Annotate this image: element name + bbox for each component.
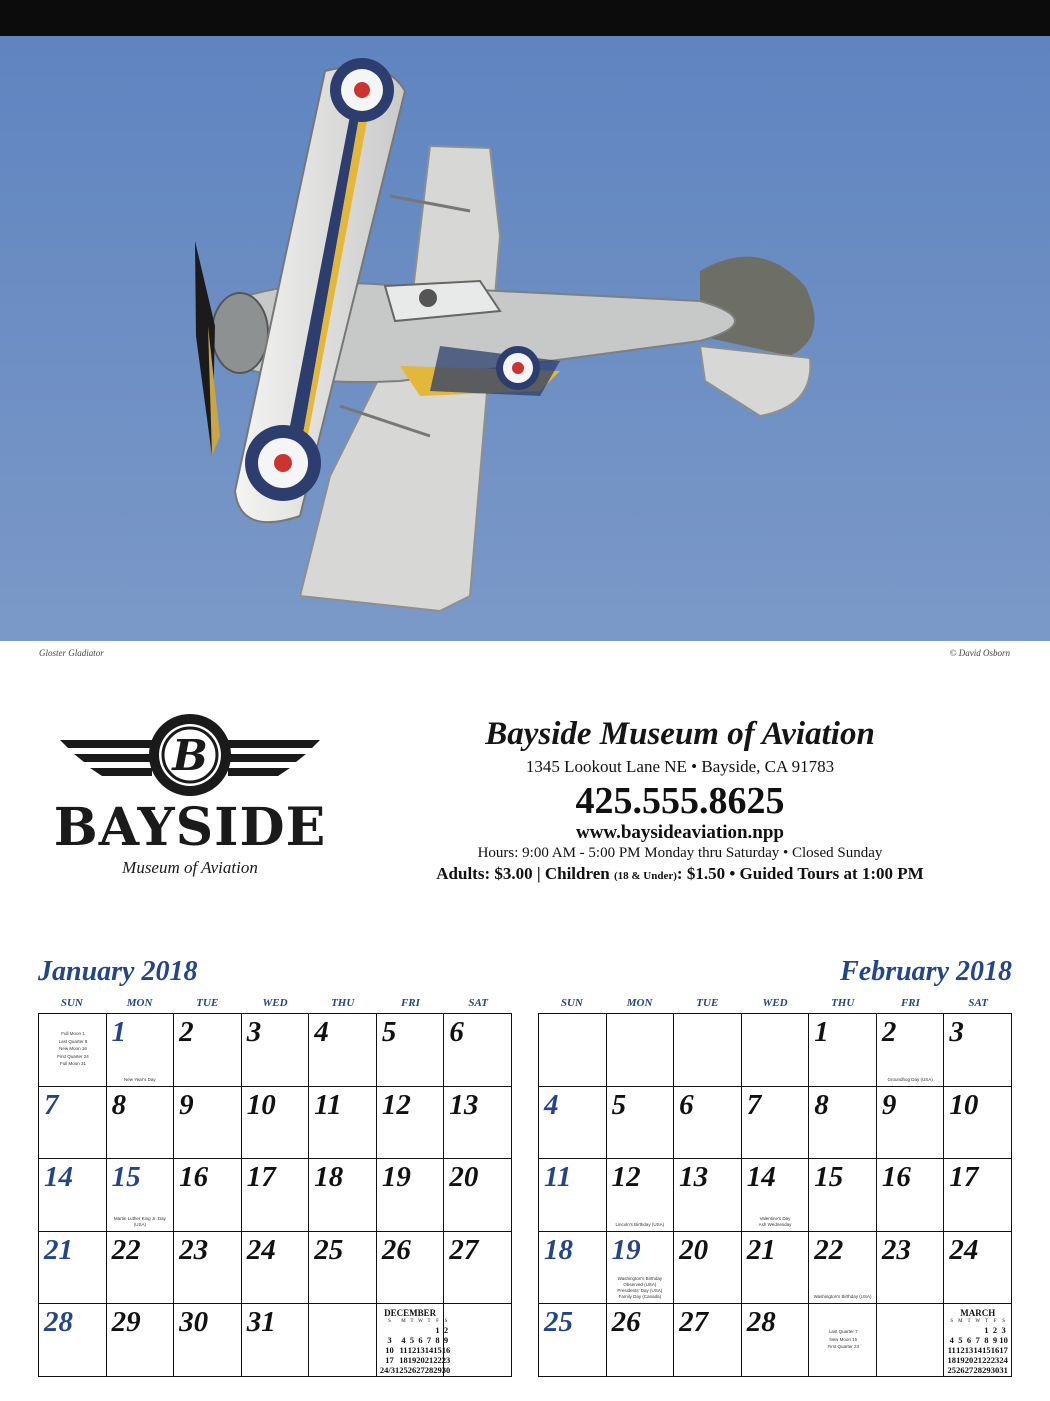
- mini-day: 28: [424, 1365, 434, 1376]
- day-cell-25: [309, 1232, 377, 1305]
- mini-weekday: F: [436, 1319, 439, 1325]
- moon-phases: Full Moon 1 Last Quarter 8 New Moon 16 First Quarter 24 Full Moon 31: [57, 1031, 89, 1066]
- top-border: [0, 0, 1050, 36]
- day-number: 4: [544, 1088, 559, 1121]
- weekday-thu: THU: [831, 997, 855, 1009]
- day-cell-7: [39, 1087, 107, 1160]
- prices-age-note: (18 & Under): [613, 870, 677, 882]
- mini-day: 1: [984, 1325, 989, 1336]
- weekday-mon: MON: [126, 997, 153, 1009]
- mini-calendar: [947, 1308, 1008, 1375]
- calendar-february: [538, 955, 1012, 1377]
- mini-day: 31: [999, 1365, 1008, 1376]
- mini-day: 16: [990, 1345, 1000, 1356]
- bayside-logo: [40, 712, 340, 882]
- day-number: 8: [111, 1088, 127, 1121]
- weekday-wed: WED: [762, 997, 788, 1009]
- mini-calendar: [379, 1308, 451, 1376]
- day-cell-21: [39, 1232, 107, 1305]
- mini-weekday: S: [1002, 1319, 1006, 1325]
- day-cell-17: [242, 1159, 310, 1232]
- mini-day: 8: [435, 1335, 440, 1346]
- logo-wordmark: BAYSIDE: [53, 797, 327, 858]
- mini-day: [416, 1325, 425, 1335]
- day-cell-8: [107, 1087, 175, 1160]
- day-number: 1: [111, 1016, 127, 1048]
- photo-credit: © David Osborn: [949, 648, 1010, 658]
- day-number: 17: [246, 1161, 276, 1194]
- day-number: 17: [949, 1161, 979, 1194]
- mini-day: 16: [441, 1345, 451, 1356]
- day-cell-16: [174, 1159, 242, 1232]
- day-number: 16: [179, 1161, 209, 1194]
- calendar-title: February 2018: [840, 956, 1012, 987]
- day-number: 13: [449, 1088, 479, 1121]
- mini-day: 18: [947, 1355, 956, 1366]
- day-cell-18: [539, 1232, 607, 1305]
- day-cell-23: [877, 1232, 945, 1305]
- moon-phases: Last Quarter 7 New Moon 15 First Quarter 23: [827, 1329, 860, 1350]
- day-number: 12: [611, 1161, 641, 1194]
- holiday-note: Washington's Birthday Observed (USA) Presidents' Day (USA) Family Day (Canada): [617, 1276, 663, 1300]
- mini-weekday: S: [388, 1319, 391, 1325]
- day-cell-30: [174, 1304, 242, 1377]
- day-number: 19: [611, 1233, 641, 1266]
- day-cell-21: [742, 1232, 810, 1305]
- mini-day: 5: [409, 1335, 415, 1346]
- mini-day: 12: [407, 1345, 417, 1356]
- day-cell-24: [242, 1232, 310, 1305]
- mini-day: 2: [992, 1325, 998, 1336]
- day-number: 28: [746, 1306, 776, 1339]
- day-cell-20: [674, 1232, 742, 1305]
- day-number: 24: [949, 1233, 979, 1266]
- day-number: 8: [814, 1088, 829, 1121]
- museum-prices: [360, 863, 1000, 887]
- day-cell-10: [242, 1087, 310, 1160]
- day-number: 5: [611, 1088, 627, 1121]
- mini-day: 19: [956, 1355, 965, 1366]
- day-number: 22: [111, 1233, 141, 1266]
- day-number: 24: [246, 1233, 276, 1266]
- day-number: 14: [44, 1161, 73, 1194]
- holiday-note: Lincoln's Birthday (USA): [615, 1221, 665, 1227]
- day-cell-28: [39, 1304, 107, 1377]
- mini-day: 4: [401, 1335, 406, 1346]
- weekday-fri: FRI: [400, 997, 420, 1009]
- winged-emblem-icon: [40, 712, 340, 802]
- mini-day: 25: [399, 1365, 408, 1376]
- calendar-title: January 2018: [38, 956, 198, 987]
- mini-day: 18: [399, 1355, 408, 1366]
- mini-day: 14: [424, 1345, 434, 1356]
- day-cell-1: [809, 1014, 877, 1087]
- day-cell-9: [877, 1087, 945, 1160]
- mini-day: 19: [407, 1355, 417, 1366]
- day-cell-15: [809, 1159, 877, 1232]
- day-cell-12: [377, 1087, 445, 1160]
- day-cell: [441, 1304, 512, 1377]
- day-cell-14: [742, 1159, 810, 1232]
- weekday-fri: FRI: [900, 997, 920, 1009]
- photo-caption: Gloster Gladiator: [39, 648, 104, 658]
- mini-calendar-grid: [947, 1318, 1008, 1375]
- mini-day: [973, 1325, 982, 1335]
- day-cell-9: [174, 1087, 242, 1160]
- day-cell-27: [674, 1304, 742, 1377]
- day-cell-20: [444, 1159, 512, 1232]
- day-number: 19: [381, 1161, 411, 1194]
- mini-weekday: S: [444, 1319, 448, 1325]
- day-cell-19: [607, 1232, 675, 1305]
- mini-weekday: W: [418, 1319, 423, 1325]
- day-cell-7: [742, 1087, 810, 1160]
- mini-day: 30: [990, 1365, 1000, 1376]
- day-number: 11: [314, 1088, 342, 1121]
- mini-day: 9: [443, 1335, 449, 1346]
- mini-day: 26: [956, 1365, 965, 1376]
- mini-day: 17: [999, 1345, 1008, 1356]
- mini-day: 9: [992, 1335, 998, 1346]
- day-cell-14: [39, 1159, 107, 1232]
- mini-day: 13: [416, 1345, 425, 1356]
- day-cell-22: [107, 1232, 175, 1305]
- mini-day: 15: [982, 1345, 991, 1356]
- holiday-note: Washington's Birthday (USA): [813, 1294, 872, 1300]
- day-number: 21: [746, 1233, 776, 1266]
- mini-day: 17: [385, 1355, 394, 1366]
- day-number: 31: [246, 1306, 276, 1339]
- day-number: 23: [881, 1233, 911, 1266]
- mini-day: 3: [1001, 1325, 1006, 1336]
- mini-day: 23: [441, 1355, 451, 1366]
- mini-day: 22: [982, 1355, 991, 1366]
- day-cell-2: [877, 1014, 945, 1087]
- mini-day: 25: [947, 1365, 956, 1376]
- holiday-note: Martin Luther King Jr. Day (USA): [113, 1215, 166, 1227]
- day-number: 2: [881, 1016, 897, 1048]
- holiday-note: New Year's Day: [124, 1076, 156, 1082]
- mini-day: 28: [973, 1365, 982, 1376]
- mini-day: 11: [399, 1345, 408, 1356]
- mini-day: 21: [973, 1355, 982, 1366]
- day-number: 30: [179, 1306, 209, 1339]
- day-cell-27: [444, 1232, 512, 1305]
- weekday-header: [38, 993, 512, 1013]
- day-cell-6: [444, 1014, 512, 1087]
- weekday-sun: SUN: [60, 997, 83, 1009]
- day-cell-5: [377, 1014, 445, 1087]
- mini-day: [956, 1325, 965, 1335]
- weekday-tue: TUE: [696, 997, 719, 1009]
- weekday-wed: WED: [262, 997, 288, 1009]
- day-cell-1: [107, 1014, 175, 1087]
- mini-day: 14: [973, 1345, 982, 1356]
- day-cell-31: [242, 1304, 310, 1377]
- mini-day: 6: [418, 1335, 423, 1346]
- weekday-sat: SAT: [968, 997, 988, 1009]
- mini-weekday: T: [410, 1319, 414, 1325]
- day-number: 25: [314, 1233, 344, 1266]
- mini-day: 21: [424, 1355, 434, 1366]
- museum-info: [360, 712, 1000, 887]
- day-number: 15: [111, 1161, 141, 1194]
- day-number: 27: [679, 1306, 709, 1339]
- day-cell-8: [809, 1087, 877, 1160]
- day-number: 26: [611, 1306, 641, 1339]
- day-number: 29: [111, 1306, 141, 1339]
- mini-day: 24/31: [379, 1365, 400, 1376]
- day-cell-2: [174, 1014, 242, 1087]
- mini-day: 29: [982, 1365, 991, 1376]
- day-cell: [877, 1304, 945, 1377]
- museum-hours: Hours: 9:00 AM - 5:00 PM Monday thru Saturday • Closed Sunday: [477, 845, 883, 861]
- day-number: 12: [381, 1088, 411, 1121]
- day-number: 1: [814, 1016, 829, 1048]
- day-cell-4: [309, 1014, 377, 1087]
- day-cell: [539, 1014, 607, 1087]
- day-number: 15: [814, 1161, 844, 1194]
- day-cell: [809, 1304, 877, 1377]
- mini-weekday: T: [984, 1319, 988, 1325]
- day-cell-16: [877, 1159, 945, 1232]
- mini-day: 27: [416, 1365, 425, 1376]
- logo-initial: B: [172, 731, 208, 780]
- mini-weekday: M: [958, 1319, 963, 1325]
- day-cell-26: [607, 1304, 675, 1377]
- day-number: 2: [179, 1016, 194, 1048]
- day-number: 9: [881, 1088, 897, 1121]
- museum-name: Bayside Museum of Aviation: [485, 716, 875, 752]
- mini-day: 10: [999, 1335, 1008, 1346]
- day-cell: [742, 1014, 810, 1087]
- day-number: 7: [44, 1088, 59, 1121]
- day-cell-26: [377, 1232, 445, 1305]
- museum-address: 1345 Lookout Lane NE • Bayside, CA 91783: [525, 757, 835, 776]
- day-number: 18: [544, 1233, 573, 1266]
- day-cell-15: [107, 1159, 175, 1232]
- day-number: 27: [449, 1233, 479, 1266]
- day-cell-4: [539, 1087, 607, 1160]
- day-cell-13: [674, 1159, 742, 1232]
- mini-day: 5: [958, 1335, 963, 1346]
- day-cell-25: [539, 1304, 607, 1377]
- day-cell-5: [607, 1087, 675, 1160]
- day-cell-29: [107, 1304, 175, 1377]
- day-cell-28: [742, 1304, 810, 1377]
- day-cell-3: [944, 1014, 1012, 1087]
- day-number: 25: [544, 1306, 573, 1339]
- day-cell-3: [242, 1014, 310, 1087]
- mini-day: [425, 1325, 434, 1335]
- day-number: 3: [246, 1016, 262, 1048]
- mini-day: 10: [385, 1345, 394, 1356]
- day-number: 14: [746, 1161, 776, 1194]
- day-cell: [944, 1304, 1012, 1377]
- mini-day: 23: [990, 1355, 1000, 1366]
- day-cell-23: [174, 1232, 242, 1305]
- mini-day: 15: [433, 1345, 442, 1356]
- day-number: 21: [44, 1233, 73, 1266]
- mini-day: 8: [984, 1335, 989, 1346]
- day-number: 18: [314, 1161, 344, 1194]
- mini-day: 26: [407, 1365, 417, 1376]
- mini-day: 11: [947, 1345, 956, 1356]
- prices-children: : $1.50 • Guided Tours at 1:00 PM: [676, 864, 924, 883]
- day-number: 26: [381, 1233, 411, 1266]
- holiday-note: Valentine's Day Ash Wednesday: [758, 1215, 792, 1227]
- day-number: 6: [679, 1088, 694, 1121]
- mini-day: 2: [443, 1325, 449, 1336]
- day-cell-24: [944, 1232, 1012, 1305]
- day-cell-19: [377, 1159, 445, 1232]
- day-cell: [607, 1014, 675, 1087]
- mini-day: 3: [387, 1335, 392, 1346]
- mini-weekday: T: [427, 1319, 431, 1325]
- mini-day: 7: [975, 1335, 980, 1346]
- mini-day: [947, 1325, 956, 1335]
- day-cell-11: [309, 1087, 377, 1160]
- day-cell-10: [944, 1087, 1012, 1160]
- mini-weekday: M: [401, 1319, 406, 1325]
- mini-day: 29: [433, 1365, 442, 1376]
- mini-day: [380, 1325, 399, 1335]
- biplane-illustration: [0, 36, 1050, 641]
- mini-weekday: T: [967, 1319, 971, 1325]
- mini-calendar-grid: [379, 1318, 451, 1376]
- day-number: 10: [246, 1088, 276, 1121]
- mini-day: [965, 1325, 974, 1335]
- day-cell-17: [944, 1159, 1012, 1232]
- calendar-january: [38, 955, 512, 1377]
- mini-day: 6: [966, 1335, 972, 1346]
- mini-day: 30: [441, 1365, 451, 1376]
- weekday-thu: THU: [331, 997, 355, 1009]
- weekday-mon: MON: [626, 997, 653, 1009]
- day-cell: [39, 1014, 107, 1087]
- mini-day: 13: [964, 1345, 974, 1356]
- calendar-grid: [38, 1013, 512, 1377]
- day-number: 11: [544, 1161, 572, 1194]
- mini-weekday: W: [975, 1319, 981, 1325]
- mini-day: 1: [435, 1325, 440, 1336]
- mini-day: 7: [426, 1335, 432, 1346]
- weekday-tue: TUE: [196, 997, 219, 1009]
- day-cell-22: [809, 1232, 877, 1305]
- mini-day: 4: [949, 1335, 954, 1346]
- mini-day: 20: [964, 1355, 974, 1366]
- day-number: 9: [179, 1088, 194, 1121]
- mini-day: 24: [999, 1355, 1008, 1366]
- mini-day: [408, 1325, 417, 1335]
- day-number: 22: [814, 1233, 844, 1266]
- mini-day: 27: [964, 1365, 974, 1376]
- day-cell-11: [539, 1159, 607, 1232]
- day-number: 13: [679, 1161, 709, 1194]
- day-cell-6: [674, 1087, 742, 1160]
- day-number: 20: [449, 1161, 479, 1194]
- mini-calendar-title: DECEMBER: [384, 1308, 437, 1319]
- day-cell-18: [309, 1159, 377, 1232]
- day-cell: [377, 1304, 451, 1377]
- weekday-header: [538, 993, 1012, 1013]
- day-cell-12: [607, 1159, 675, 1232]
- day-number: 20: [679, 1233, 709, 1266]
- day-cell: [309, 1304, 377, 1377]
- holiday-note: Groundhog Day (USA): [887, 1076, 933, 1082]
- calendar-grid: [538, 1013, 1012, 1377]
- mini-day: [399, 1325, 408, 1335]
- weekday-sat: SAT: [468, 997, 488, 1009]
- day-number: 28: [44, 1306, 73, 1339]
- mini-weekday: F: [993, 1319, 997, 1325]
- day-number: 23: [179, 1233, 209, 1266]
- day-number: 7: [746, 1088, 762, 1121]
- day-number: 10: [949, 1088, 979, 1121]
- day-number: 3: [949, 1016, 964, 1048]
- day-cell-13: [444, 1087, 512, 1160]
- day-number: 4: [314, 1016, 329, 1048]
- mini-day: 12: [956, 1345, 965, 1356]
- logo-subtitle: Museum of Aviation: [122, 858, 258, 877]
- day-number: 16: [881, 1161, 911, 1194]
- mini-day: 22: [433, 1355, 442, 1366]
- day-number: 5: [381, 1016, 397, 1048]
- weekday-sun: SUN: [560, 997, 583, 1009]
- mini-day: 20: [416, 1355, 425, 1366]
- day-cell: [674, 1014, 742, 1087]
- museum-phone: 425.555.8625: [575, 780, 785, 822]
- prices-adults: Adults: $3.00 | Children: [436, 864, 614, 883]
- mini-weekday: S: [950, 1319, 954, 1325]
- mini-calendar-title: MARCH: [960, 1308, 996, 1319]
- museum-website: www.baysideaviation.npp: [575, 822, 784, 843]
- aircraft-photo: [0, 36, 1050, 641]
- day-number: 6: [449, 1016, 464, 1048]
